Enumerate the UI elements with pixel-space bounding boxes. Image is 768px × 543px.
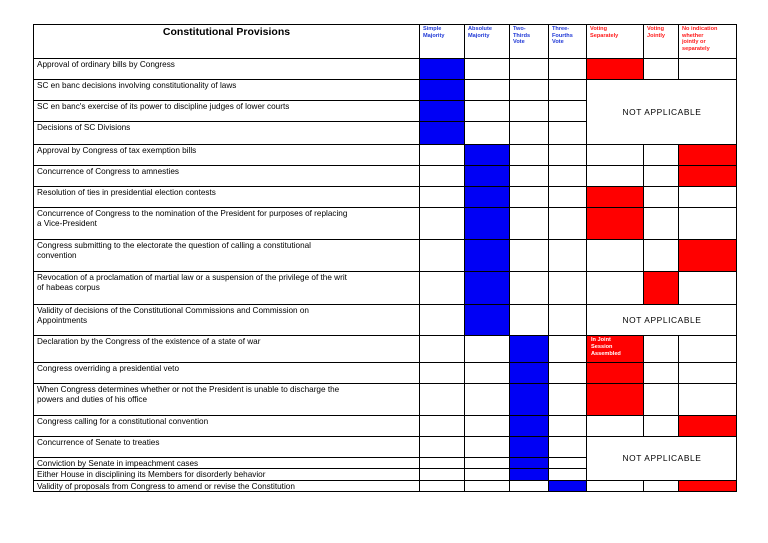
vote-cell [510,80,549,101]
vote-cell [420,272,465,305]
provision-text [37,459,418,469]
provision-line: Approval of ordinary bills by Congress [37,60,175,69]
vote-cell [549,80,587,101]
vote-cell [510,122,549,145]
provision-text [37,417,418,437]
provision-text [37,146,418,166]
vote-cell [644,384,679,416]
provision-text [37,209,418,240]
vote-cell [587,166,644,187]
vote-cell [465,437,510,458]
not-applicable-label: NOT APPLICABLE [622,314,702,325]
column-header-line: Separately [590,32,619,39]
provision-line: Approval by Congress of tax exemption bills [37,146,197,155]
column-header-line: Jointly [647,32,666,39]
vote-cell [549,145,587,166]
provision-text [37,306,418,336]
vote-cell [420,469,465,481]
vote-cell [644,145,679,166]
provision-line: Decisions of SC Divisions [37,123,131,132]
vote-cell [510,305,549,336]
vote-cell [420,384,465,416]
majority-mark-absolute [465,305,510,336]
provision-text [37,241,418,272]
vote-cell [644,416,679,437]
voting-mark-separately [587,187,644,208]
provision-line: SC en banc decisions involving constitutionality of laws [37,81,237,90]
column-header [468,26,509,58]
vote-cell [644,59,679,80]
vote-cell [420,240,465,272]
vote-cell [549,240,587,272]
provision-text [37,470,418,481]
voting-mark-no-indication [679,166,737,187]
vote-cell [549,458,587,469]
column-header [682,26,736,58]
provision-line: Concurrence of Congress to the nomination of the President for purposes of replacing [37,209,348,218]
majority-mark-simple [420,101,465,122]
column-header-line: whether [682,32,704,39]
provision-line: of habeas corpus [37,283,100,292]
vote-cell [465,469,510,481]
majority-mark-two-thirds [510,416,549,437]
majority-mark-absolute [465,272,510,305]
column-header [423,26,464,58]
vote-cell [644,481,679,492]
vote-cell [420,458,465,469]
column-header-line: Three- [552,26,570,32]
vote-cell [549,187,587,208]
provision-text [37,273,418,305]
voting-mark-separately [587,363,644,384]
table-title: Constitutional Provisions [162,26,291,38]
majority-mark-two-thirds [510,336,549,363]
majority-mark-two-thirds [510,437,549,458]
constitutional-provisions-table [33,24,737,492]
voting-mark-jointly [644,272,679,305]
majority-mark-three-fourths [549,481,587,492]
provision-line: When Congress determines whether or not the President is unable to discharge the [37,385,340,394]
column-header-line: Two- [513,26,526,32]
vote-cell [549,101,587,122]
vote-cell [465,416,510,437]
vote-cell [465,336,510,363]
vote-cell [644,166,679,187]
provision-text [37,60,418,80]
vote-cell [679,384,737,416]
vote-cell [510,272,549,305]
majority-mark-two-thirds [510,384,549,416]
provision-text [37,482,418,492]
provision-line: Concurrence of Congress to amnesties [37,167,179,176]
vote-cell [549,272,587,305]
majority-mark-two-thirds [510,458,549,469]
vote-cell [587,416,644,437]
column-header-line: Voting [590,26,607,32]
column-header-line: Vote [513,39,525,46]
provision-line: Declaration by the Congress of the existence of a state of war [37,337,261,346]
majority-mark-simple [420,59,465,80]
vote-cell [420,166,465,187]
vote-cell [465,80,510,101]
column-header [552,26,586,58]
column-header-line: Thirds [513,32,531,39]
vote-cell [510,208,549,240]
vote-cell [549,208,587,240]
joint-session-note-line: Session [591,344,613,350]
vote-cell [549,384,587,416]
joint-session-note [591,337,642,362]
provision-text [37,81,418,101]
majority-mark-two-thirds [510,469,549,481]
provision-text [37,123,418,145]
vote-cell [644,208,679,240]
vote-cell [679,187,737,208]
provision-line: a Vice-President [37,219,97,228]
not-applicable-label: NOT APPLICABLE [622,453,702,463]
provision-line: Validity of proposals from Congress to amend or revise the Constitution [37,482,295,491]
not-applicable-label: NOT APPLICABLE [622,106,702,117]
provision-text [37,364,418,384]
joint-session-note-line: In Joint [591,337,611,343]
vote-cell [679,336,737,363]
voting-mark-no-indication [679,240,737,272]
vote-cell [549,469,587,481]
vote-cell [465,481,510,492]
vote-cell [549,437,587,458]
vote-cell [679,208,737,240]
column-header-line: Majority [468,32,490,39]
provision-line: SC en banc's exercise of its power to discipline judges of lower courts [37,102,290,111]
majority-mark-simple [420,122,465,145]
vote-cell [465,122,510,145]
vote-cell [587,272,644,305]
provision-line: convention [37,251,77,260]
provision-line: Conviction by Senate in impeachment cases [37,459,199,468]
provision-text [37,438,418,458]
provision-line: Resolution of ties in presidential election contests [37,188,216,197]
column-header-line: No indication [682,26,718,32]
provision-text [37,102,418,122]
provision-line: Congress overriding a presidential veto [37,364,179,373]
column-header-line: separately [682,45,710,52]
vote-cell [549,305,587,336]
vote-cell [420,437,465,458]
vote-cell [510,187,549,208]
column-header [513,26,548,58]
vote-cell [549,336,587,363]
voting-mark-separately [587,384,644,416]
majority-mark-simple [420,80,465,101]
vote-cell [510,145,549,166]
voting-mark-no-indication [679,416,737,437]
majority-mark-absolute [465,240,510,272]
majority-mark-two-thirds [510,363,549,384]
column-header-line: jointly or [682,39,706,46]
vote-cell [420,187,465,208]
vote-cell [420,305,465,336]
vote-cell [510,59,549,80]
vote-cell [420,363,465,384]
voting-mark-separately [587,59,644,80]
vote-cell [587,145,644,166]
column-header-line: Majority [423,32,445,39]
provision-text [37,385,418,416]
vote-cell [420,145,465,166]
vote-cell [465,59,510,80]
provision-line: powers and duties of his office [37,395,147,404]
provision-text [37,337,418,363]
vote-cell [549,166,587,187]
voting-mark-separately [587,208,644,240]
column-header-line: Simple [423,26,442,32]
majority-mark-absolute [465,187,510,208]
vote-cell [510,240,549,272]
vote-cell [549,59,587,80]
voting-mark-no-indication [679,481,737,492]
vote-cell [644,240,679,272]
vote-cell [420,336,465,363]
vote-cell [510,166,549,187]
provision-text [37,167,418,187]
majority-mark-absolute [465,208,510,240]
vote-cell [420,208,465,240]
vote-cell [549,363,587,384]
vote-cell [465,101,510,122]
column-header-line: Voting [647,26,664,32]
provision-line: Congress calling for a constitutional convention [37,417,209,426]
vote-cell [549,122,587,145]
majority-mark-absolute [465,145,510,166]
provision-text [37,188,418,208]
provision-line: Congress submitting to the electorate the question of calling a constitutional [37,241,311,250]
vote-cell [679,363,737,384]
vote-cell [465,458,510,469]
vote-cell [420,481,465,492]
vote-cell [679,59,737,80]
vote-cell [465,384,510,416]
vote-cell [465,363,510,384]
vote-cell [510,481,549,492]
voting-mark-no-indication [679,145,737,166]
vote-cell [644,187,679,208]
column-header [590,26,643,58]
column-header [647,26,678,58]
vote-cell [644,363,679,384]
vote-cell [587,240,644,272]
provision-line: Concurrence of Senate to treaties [37,438,160,447]
provision-line: Appointments [37,316,88,325]
provision-line: Either House in disciplining its Members for disorderly behavior [37,470,266,479]
vote-cell [679,272,737,305]
provision-line: Revocation of a proclamation of martial law or a suspension of the privilege of the writ [37,273,347,282]
column-header-line: Vote [552,39,564,46]
provision-line: Validity of decisions of the Constitutional Commissions and Commission on [37,306,309,315]
majority-mark-absolute [465,166,510,187]
vote-cell [587,481,644,492]
vote-cell [549,416,587,437]
column-header-line: Fourths [552,32,573,39]
column-header-line: Absolute [468,26,492,32]
vote-cell [644,336,679,363]
vote-cell [420,416,465,437]
joint-session-note-line: Assembled [591,351,621,357]
vote-cell [510,101,549,122]
